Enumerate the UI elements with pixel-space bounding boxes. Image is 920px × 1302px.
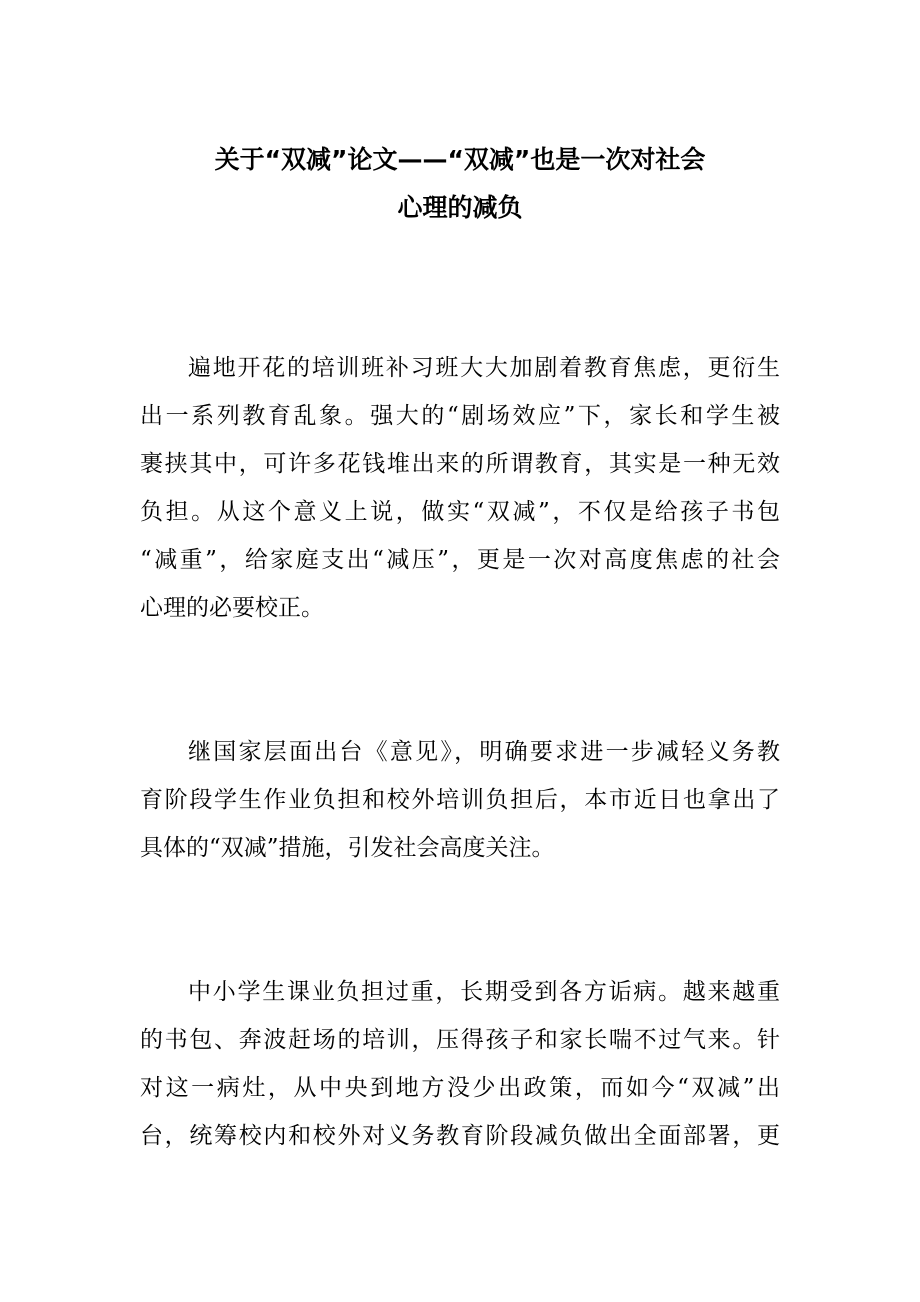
paragraph-line: 对这一病灶，从中央到地方没少出政策，而如今“双减”出 [140,1075,780,1101]
paragraph-2 [140,728,780,872]
paragraph-line: 育阶段学生作业负担和校外培训负担后，本市近日也拿出了 [140,787,780,813]
document-title [140,136,780,232]
paragraph-line: 中小学生课业负担过重，长期受到各方诟病。越来越重 [188,979,780,1005]
paragraph-line: 心理的必要校正。 [140,595,324,621]
paragraph-line: 出一系列教育乱象。强大的“剧场效应”下，家长和学生被 [140,403,780,429]
paragraph-1 [140,344,780,632]
paragraph-line: 继国家层面出台《意见》，明确要求进一步减轻义务教 [188,739,780,765]
paragraph-line: “减重”，给家庭支出“减压”，更是一次对高度焦虑的社会 [140,547,780,573]
paragraph-line: 具体的“双减”措施，引发社会高度关注。 [140,835,555,861]
paragraph-line: 的书包、奔波赶场的培训，压得孩子和家长喘不过气来。针 [140,1027,780,1053]
paragraph-line: 裹挟其中，可许多花钱堆出来的所谓教育，其实是一种无效 [140,451,780,477]
paragraph-line: 台，统筹校内和校外对义务教育阶段减负做出全面部署，更 [140,1123,780,1149]
title-line-1: 关于“双减”论文——“双减”也是一次对社会 [214,145,706,174]
title-line-2: 心理的减负 [397,193,523,222]
paragraph-line: 负担。从这个意义上说，做实“双减”，不仅是给孩子书包 [140,499,780,525]
paragraph-3 [140,968,780,1160]
paragraph-line: 遍地开花的培训班补习班大大加剧着教育焦虑，更衍生 [188,355,780,381]
